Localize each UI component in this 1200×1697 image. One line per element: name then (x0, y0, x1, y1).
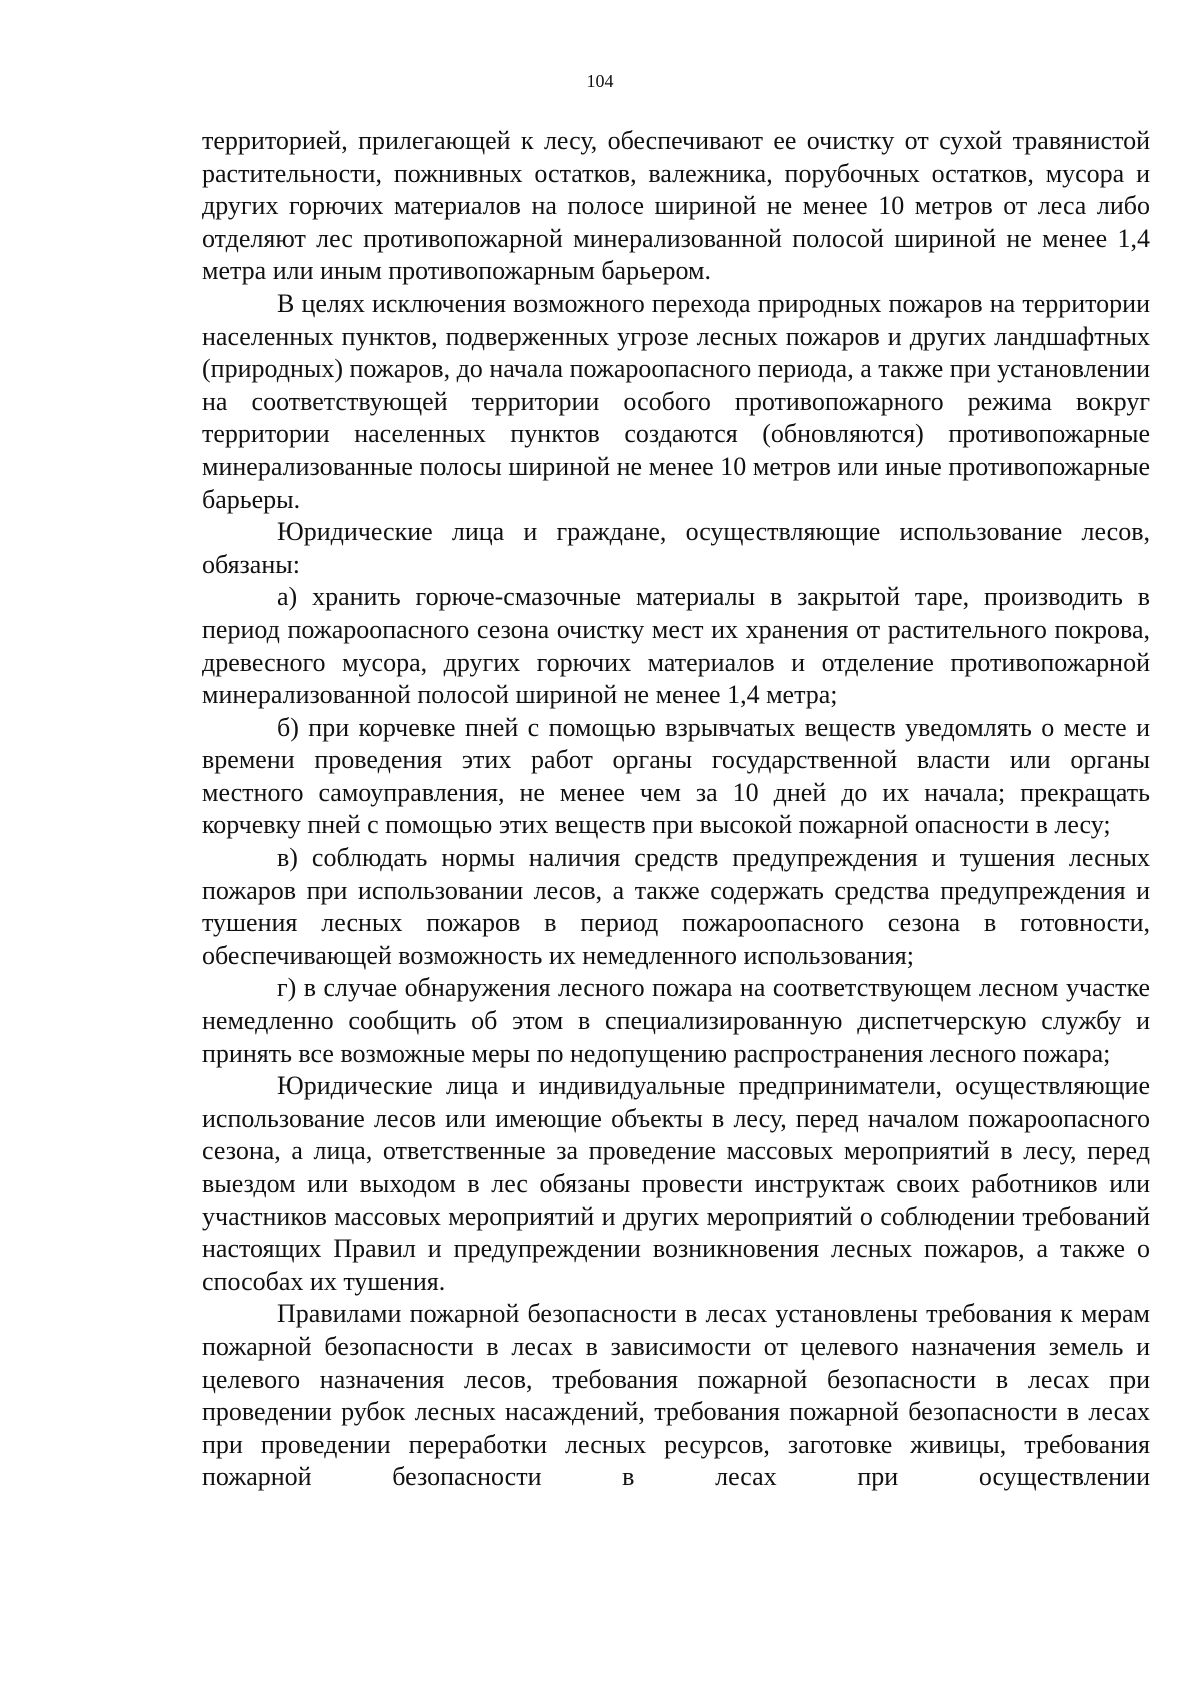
list-item-g: г) в случае обнаружения лесного пожара на соответствующем лесном участке немедленно сообщить об этом в специализированную диспетчерскую службу и принять все возможные меры по недопущению распространения лесного пожара; (202, 973, 1150, 1068)
paragraph-fire-safety-rules: Правилами пожарной безопасности в лесах установлены требования к мерам пожарной безопасности в лесах в зависимости от целевого назначения земель и целевого назначения лесов, требования пожарной безопасности в лесах при проведении рубок лесных насаждений, требования пожарной безопасности в лесах при проведении переработки лесных ресурсов, заготовке живицы, требования пожарной безопасности в лесах при осуществлении (202, 1299, 1150, 1492)
paragraph-obligations-intro: Юридические лица и граждане, осуществляющие использование лесов, обязаны: (202, 517, 1150, 579)
list-item-a: а) хранить горюче-смазочные материалы в закрытой таре, производить в период пожароопасного сезона очистку мест их хранения от растительного покрова, древесного мусора, других горючих материалов и отделение противопожарной минерализованной полосой шириной не менее 1,4 метра; (202, 582, 1150, 710)
paragraph-territory-clearing: территорией, прилегающей к лесу, обеспечивают ее очистку от сухой травянистой растительности, пожнивных остатков, валежника, порубочных остатков, мусора и других горючих материалов на полосе шириной не менее 10 метров от леса либо отделяют лес противопожарной минерализованной полосой шириной не менее 1,4 метра или иным противопожарным барьером. (202, 126, 1150, 286)
list-item-v: в) соблюдать нормы наличия средств предупреждения и тушения лесных пожаров при использовании лесов, а также содержать средства предупреждения и тушения лесных пожаров в период пожароопасного сезона в готовности, обеспечивающей возможность их немедленного использования; (202, 843, 1150, 970)
list-item-b: б) при корчевке пней с помощью взрывчатых веществ уведомлять о месте и времени проведения этих работ органы государственной власти или органы местного самоуправления, не менее чем за 10 дней до их начала; прекращать корчевку пней с помощью этих веществ при высокой пожарной опасности в лесу; (202, 712, 1150, 840)
document-body (202, 125, 1150, 1494)
paragraph-instruction-duty: Юридические лица и индивидуальные предприниматели, осуществляющие использование лесов или имеющие объекты в лесу, перед началом пожароопасного сезона, а лица, ответственные за проведение массовых мероприятий в лесу, перед выездом или выходом в лес обязаны провести инструктаж своих работников или участников массовых мероприятий и других мероприятий о соблюдении требований настоящих Правил и предупреждении возникновения лесных пожаров, а также о способах их тушения. (202, 1071, 1150, 1296)
page-number: 104 (586, 71, 614, 91)
paragraph-settlement-firebreaks: В целях исключения возможного перехода природных пожаров на территории населенных пунктов, подверженных угрозе лесных пожаров и других ландшафтных (природных) пожаров, до начала пожароопасного периода, а также при установлении на соответствующей территории особого противопожарного режима вокруг территории населенных пунктов создаются (обновляются) противопожарные минерализованные полосы шириной не менее 10 метров или иные противопожарные барьеры. (202, 288, 1150, 514)
